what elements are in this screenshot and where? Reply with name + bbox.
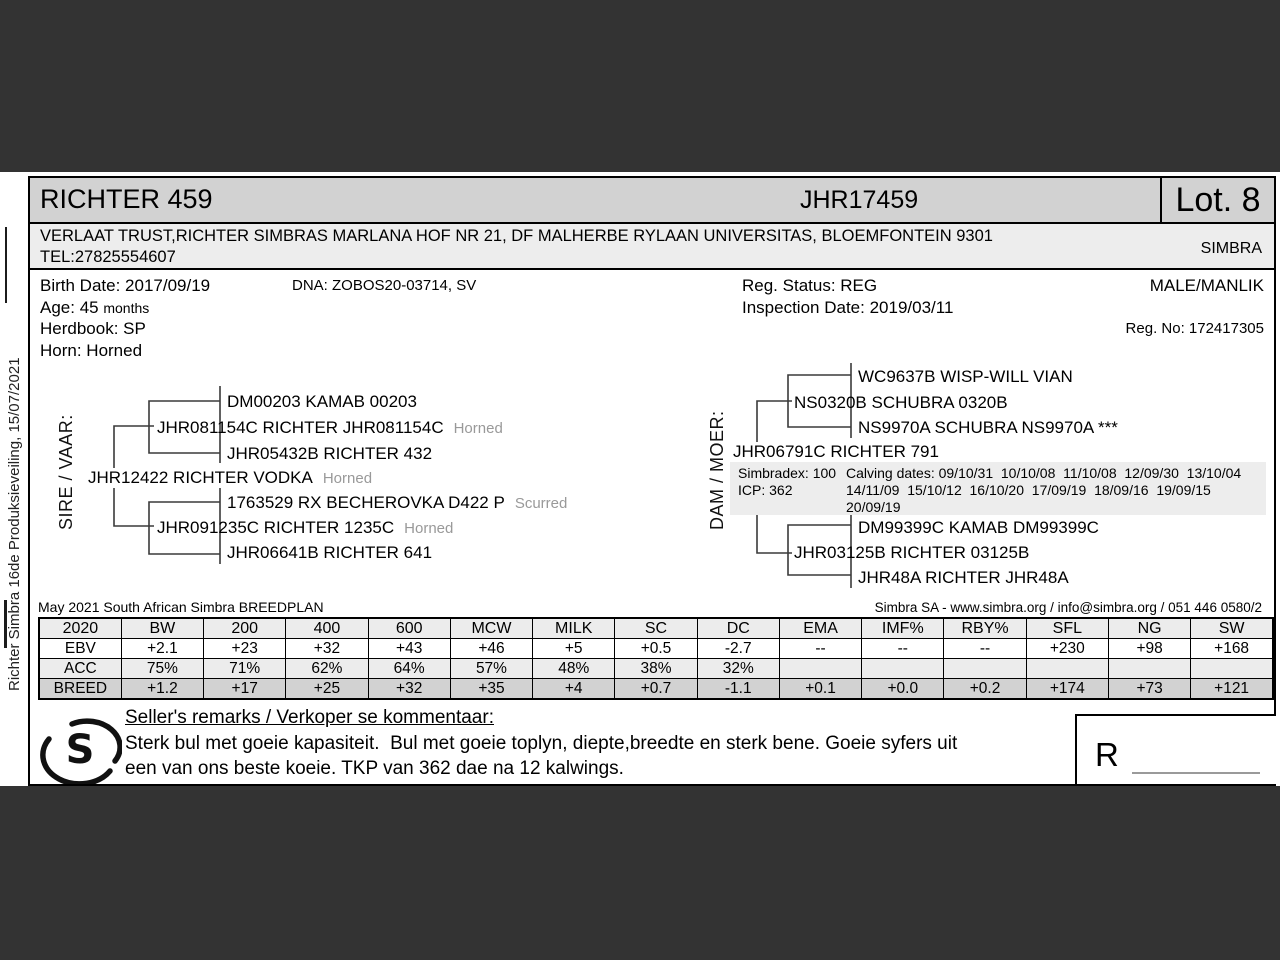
simbradex: Simbradex: 100: [738, 465, 837, 481]
birth-date: Birth Date: 2017/09/19: [40, 276, 211, 295]
col-header: SC: [615, 618, 697, 639]
cell: +230: [1026, 639, 1108, 659]
herdbook: Herdbook: SP: [40, 319, 146, 338]
reg-status: Reg. Status: REG: [742, 276, 878, 295]
col-header: 200: [204, 618, 286, 639]
animal-id: JHR17459: [800, 186, 919, 214]
pedigree-node-sire-sire: JHR081154C RICHTER JHR081154C Horned: [157, 418, 503, 437]
table-header-row: [39, 618, 1273, 639]
row-label: BREED: [39, 679, 121, 700]
cell: +0.5: [615, 639, 697, 659]
pedigree-node-dam-ss: WC9637B WISP-WILL VIAN: [858, 367, 1073, 386]
cell: -2.7: [697, 639, 779, 659]
cell: +17: [204, 679, 286, 700]
cell: +0.0: [862, 679, 944, 700]
cell: --: [944, 639, 1026, 659]
pedigree-node-sire-ds: 1763529 RX BECHEROVKA D422 P Scurred: [227, 493, 568, 512]
lot-number: Lot. 8: [1160, 178, 1274, 222]
pedigree-node-sire-dam: JHR091235C RICHTER 1235C Horned: [157, 518, 454, 537]
pedigree-node-dam-dam: JHR03125B RICHTER 03125B: [794, 543, 1030, 562]
horn-annotation: Horned: [453, 420, 503, 437]
cell: +1.2: [121, 679, 203, 700]
cell: +4: [533, 679, 615, 700]
cell: +0.2: [944, 679, 1026, 700]
dam-column-label: DAM / MOER:: [707, 410, 727, 530]
cell: [944, 659, 1026, 679]
cell: +0.1: [779, 679, 861, 700]
pedigree-node-dam-sire: NS0320B SCHUBRA 0320B: [794, 393, 1008, 412]
col-header: MILK: [533, 618, 615, 639]
pedigree-node-sire: JHR12422 RICHTER VODKA Horned: [87, 468, 375, 488]
col-header: RBY%: [944, 618, 1026, 639]
sire-column-label: SIRE / VAAR:: [56, 414, 76, 530]
cell: +35: [450, 679, 532, 700]
cell: [862, 659, 944, 679]
col-header: MCW: [450, 618, 532, 639]
breeder-tel: TEL:27825554607: [40, 248, 176, 266]
breedplan-table: [38, 617, 1274, 700]
horn-annotation: Horned: [404, 520, 454, 537]
col-header: 400: [286, 618, 368, 639]
cell: --: [779, 639, 861, 659]
cell: +25: [286, 679, 368, 700]
col-header: DC: [697, 618, 779, 639]
cell: 32%: [697, 659, 779, 679]
cell: --: [862, 639, 944, 659]
breeder-address: VERLAAT TRUST,RICHTER SIMBRAS MARLANA HOF NR 21, DF MALHERBE RYLAAN UNIVERSITAS, BLOEMFONTEIN 9301: [40, 227, 993, 245]
cell: 71%: [204, 659, 286, 679]
cell: +2.1: [121, 639, 203, 659]
cell: +0.7: [615, 679, 697, 700]
simbra-contact-caption: Simbra SA - www.simbra.org / info@simbra.org / 051 446 0580/2: [874, 600, 1262, 615]
pedigree-node-dam-dd: JHR48A RICHTER JHR48A: [858, 568, 1069, 587]
icp: ICP: 362: [738, 482, 793, 498]
seller-remarks-heading: Seller's remarks / Verkoper se kommentaar:: [125, 707, 494, 728]
cell: [779, 659, 861, 679]
cell: 57%: [450, 659, 532, 679]
dna-info: DNA: ZOBOS20-03714, SV: [292, 277, 477, 294]
table-row-breed: [39, 679, 1273, 700]
table-row-ebv: [39, 639, 1273, 659]
pedigree-node-sire-dd: JHR06641B RICHTER 641: [227, 543, 433, 562]
cell: 62%: [286, 659, 368, 679]
cell: 64%: [368, 659, 450, 679]
cell: +73: [1108, 679, 1190, 700]
cell: +32: [286, 639, 368, 659]
sale-edition-side-text: Richter Simbra 16de Produksieveiling, 15/07/2021: [6, 357, 23, 691]
price-box: [1075, 714, 1276, 784]
registration-mark-top: [5, 227, 7, 303]
col-header: EMA: [779, 618, 861, 639]
cell: [1108, 659, 1190, 679]
cell: +43: [368, 639, 450, 659]
dam-stats-box: [730, 462, 1266, 515]
pedigree-node-dam-ds: DM99399C KAMAB DM99399C: [858, 518, 1099, 537]
cell: +174: [1026, 679, 1108, 700]
calving-dates-line3: 20/09/19: [846, 499, 901, 515]
cell: +5: [533, 639, 615, 659]
cell: +121: [1191, 679, 1273, 700]
cell: -1.1: [697, 679, 779, 700]
cell: +98: [1108, 639, 1190, 659]
sex: MALE/MANLIK: [1149, 276, 1264, 295]
pedigree-node-dam-sd: NS9970A SCHUBRA NS9970A ***: [858, 418, 1118, 437]
age-unit: months: [103, 300, 150, 316]
cell: [1191, 659, 1273, 679]
calving-dates-line1: Calving dates: 09/10/31 10/10/08 11/10/08 12/09/30 13/10/04: [846, 465, 1242, 481]
reg-no: Reg. No: 172417305: [1125, 320, 1264, 337]
simbra-s-logo-icon: [36, 710, 122, 784]
cell: +32: [368, 679, 450, 700]
pedigree-node-sire-ss: DM00203 KAMAB 00203: [227, 392, 417, 411]
animal-name: RICHTER 459: [40, 184, 213, 214]
cell: 48%: [533, 659, 615, 679]
cell: +46: [450, 639, 532, 659]
breed-name: SIMBRA: [1200, 240, 1262, 257]
col-header: IMF%: [862, 618, 944, 639]
top-dark-band: [0, 0, 1280, 172]
cell: [1026, 659, 1108, 679]
col-header: 600: [368, 618, 450, 639]
lot-sheet: [28, 176, 1276, 786]
col-header: 2020: [39, 618, 121, 639]
table-row-acc: [39, 659, 1273, 679]
pedigree-node-sire-sd: JHR05432B RICHTER 432: [227, 444, 433, 463]
horn-status: Horn: Horned: [40, 341, 143, 360]
seller-remarks-line2: een van ons beste koeie. TKP van 362 dae na 12 kalwings.: [125, 758, 624, 779]
breedplan-caption: May 2021 South African Simbra BREEDPLAN: [38, 599, 324, 615]
price-currency-prefix: R: [1095, 736, 1119, 773]
col-header: BW: [121, 618, 203, 639]
horn-annotation: Horned: [322, 470, 373, 487]
cell: +168: [1191, 639, 1273, 659]
row-label: ACC: [39, 659, 121, 679]
col-header: NG: [1108, 618, 1190, 639]
bottom-dark-band: [0, 786, 1280, 960]
cell: 75%: [121, 659, 203, 679]
cell: 38%: [615, 659, 697, 679]
col-header: SFL: [1026, 618, 1108, 639]
pedigree-node-dam: JHR06791C RICHTER 791: [732, 442, 942, 462]
svg-text:S: S: [65, 727, 95, 773]
horn-annotation: Scurred: [514, 495, 568, 512]
calving-dates-line2: 14/11/09 15/10/12 16/10/20 17/09/19 18/09/16 19/09/15: [846, 482, 1211, 498]
price-fill-in-line: [1132, 772, 1260, 774]
col-header: SW: [1191, 618, 1273, 639]
inspection-date: Inspection Date: 2019/03/11: [742, 298, 954, 317]
seller-remarks-line1: Sterk bul met goeie kapasiteit. Bul met goeie toplyn, diepte,breedte en sterk bene. Goeie syfers uit: [125, 733, 958, 754]
age-value: Age: 45: [40, 298, 99, 317]
row-label: EBV: [39, 639, 121, 659]
cell: +23: [204, 639, 286, 659]
